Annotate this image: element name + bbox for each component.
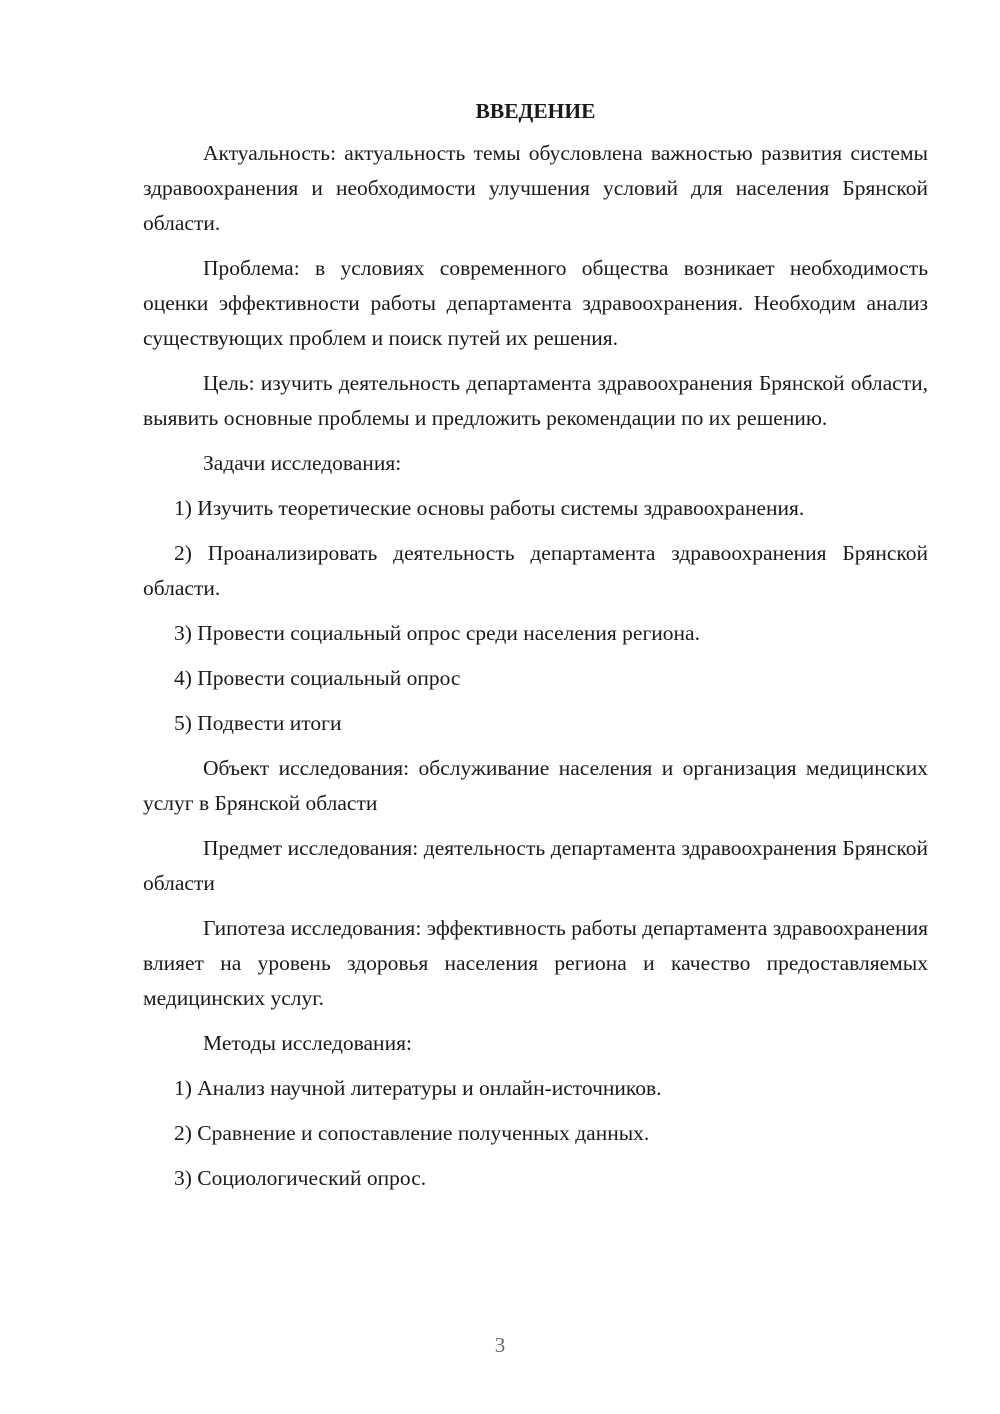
task-item-1: 1) Изучить теоретические основы работы системы здравоохранения. (174, 496, 805, 520)
method-item-2: 2) Сравнение и сопоставление полученных данных. (174, 1121, 650, 1145)
tasks-heading: Задачи исследования: (203, 451, 402, 475)
document-body (143, 96, 928, 1206)
relevance-paragraph: Актуальность: актуальность темы обусловлена важностью развития системы здравоохранения и необходимости улучшения условий для населения Брянской области. (143, 141, 928, 235)
methods-heading: Методы исследования: (203, 1031, 412, 1055)
task-item-3: 3) Провести социальный опрос среди населения региона. (174, 621, 700, 645)
method-item-3: 3) Социологический опрос. (174, 1166, 427, 1190)
task-item-5: 5) Подвести итоги (174, 711, 342, 735)
object-paragraph: Объект исследования: обслуживание населения и организация медицинских услуг в Брянской области (143, 756, 928, 815)
section-title: ВВЕДЕНИЕ (475, 99, 596, 123)
subject-paragraph: Предмет исследования: деятельность департамента здравоохранения Брянской области (143, 836, 928, 895)
problem-paragraph: Проблема: в условиях современного общества возникает необходимость оценки эффективности работы департамента здравоохранения. Необходим анализ существующих проблем и поиск путей их решения. (143, 256, 928, 350)
task-item-2: 2) Проанализировать деятельность департамента здравоохранения Брянской области. (143, 541, 928, 600)
hypothesis-paragraph: Гипотеза исследования: эффективность работы департамента здравоохранения влияет на уровень здоровья населения региона и качество предоставляемых медицинских услуг. (143, 916, 928, 1010)
method-item-1: 1) Анализ научной литературы и онлайн-источников. (174, 1076, 662, 1100)
goal-paragraph: Цель: изучить деятельность департамента здравоохранения Брянской области, выявить основные проблемы и предложить рекомендации по их решению. (143, 371, 928, 430)
task-item-4: 4) Провести социальный опрос (174, 666, 461, 690)
page-number: 3 (494, 1333, 506, 1357)
